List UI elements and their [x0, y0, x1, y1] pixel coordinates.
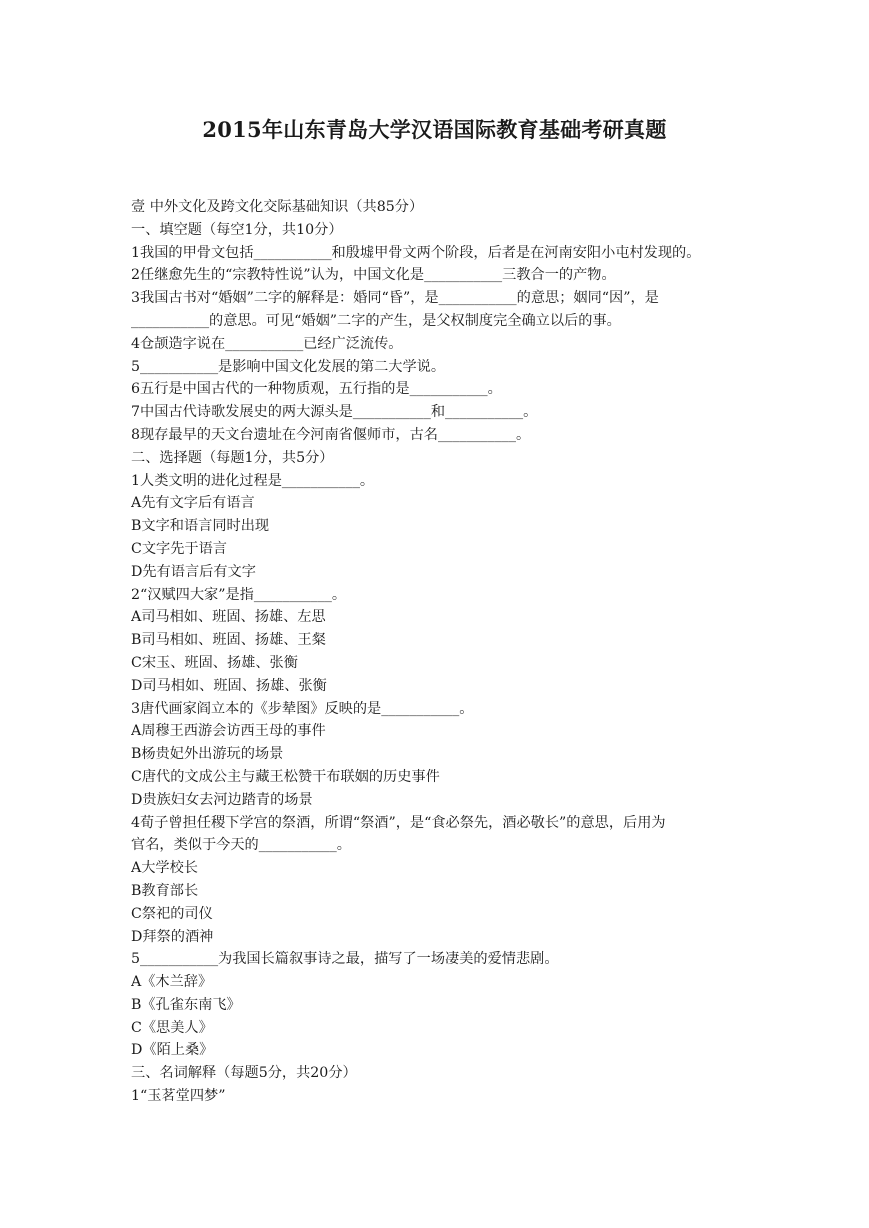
text-line: D先有语言后有文字: [131, 563, 256, 580]
text-line: 三、名词解释（每题5分，共20分）: [131, 1065, 357, 1082]
text-line: C宋玉、班固、扬雄、张衡: [131, 654, 298, 671]
text-line: C祭祀的司仪: [131, 905, 213, 922]
text-line: 一、填空题（每空1分，共10分）: [131, 221, 343, 238]
text-line: D司马相如、班固、扬雄、张衡: [131, 677, 327, 694]
text-line: B《孔雀东南飞》: [131, 996, 241, 1013]
text-line: 4荀子曾担任稷下学宫的祭酒，所谓“祭酒”，是“食必祭先，酒必敬长”的意思，后用为: [131, 814, 666, 831]
text-line: 3我国古书对“婚姻”二字的解释是：婚同“昏”，是___________的意思；姻同“因”，是: [131, 290, 659, 307]
exam-body: [131, 196, 746, 1108]
text-line: 1人类文明的进化过程是___________。: [131, 472, 375, 489]
text-line: 1“玉茗堂四梦”: [131, 1088, 226, 1105]
text-line: A司马相如、班固、扬雄、左思: [131, 609, 326, 626]
text-line: D贵族妇女去河边踏青的场景: [131, 791, 313, 808]
text-line: C文字先于语言: [131, 540, 227, 557]
text-line: B文字和语言同时出现: [131, 518, 270, 535]
text-line: A先有文字后有语言: [131, 495, 255, 512]
text-line: C唐代的文成公主与藏王松赞干布联姻的历史事件: [131, 768, 440, 785]
text-line: A周穆王西游会访西王母的事件: [131, 723, 326, 740]
text-line: 2“汉赋四大家”是指___________。: [131, 586, 347, 603]
text-line: D拜祭的酒神: [131, 928, 214, 945]
text-line: 4仓颉造字说在___________已经广泛流传。: [131, 335, 403, 352]
text-line: 8现存最早的天文台遗址在今河南省偃师市，古名___________。: [131, 426, 531, 443]
text-line: B教育部长: [131, 882, 199, 899]
text-line: 1我国的甲骨文包括___________和殷墟甲骨文两个阶段，后者是在河南安阳小屯村发现的。: [131, 244, 701, 261]
text-line: A《木兰辞》: [131, 974, 213, 991]
text-line: 二、选择题（每题1分，共5分）: [131, 449, 334, 466]
page-title: 2015年山东青岛大学汉语国际教育基础考研真题: [202, 117, 667, 142]
text-line: D《陌上桑》: [131, 1042, 214, 1059]
text-line: 2任继愈先生的“宗教特性说”认为，中国文化是___________三教合一的产物。: [131, 267, 616, 284]
text-line: 官名，类似于今天的___________。: [131, 837, 351, 854]
text-line: 5___________为我国长篇叙事诗之最，描写了一场凄美的爱情悲剧。: [131, 951, 559, 968]
text-line: B司马相如、班固、扬雄、王粲: [131, 632, 326, 649]
text-line: A大学校长: [131, 860, 198, 877]
text-line: 7中国古代诗歌发展史的两大源头是___________和___________。: [131, 404, 538, 421]
text-line: 5___________是影响中国文化发展的第二大学说。: [131, 358, 446, 375]
text-line: 壹 中外文化及跨文化交际基础知识（共85分）: [131, 199, 424, 215]
text-line: ___________的意思。可见“婚姻”二字的产生，是父权制度完全确立以后的事。: [131, 312, 621, 329]
text-line: B杨贵妃外出游玩的场景: [131, 746, 284, 763]
text-line: 3唐代画家阎立本的《步辇图》反映的是___________。: [131, 700, 474, 717]
text-line: 6五行是中国古代的一种物质观，五行指的是___________。: [131, 381, 502, 398]
text-line: C《思美人》: [131, 1019, 213, 1036]
